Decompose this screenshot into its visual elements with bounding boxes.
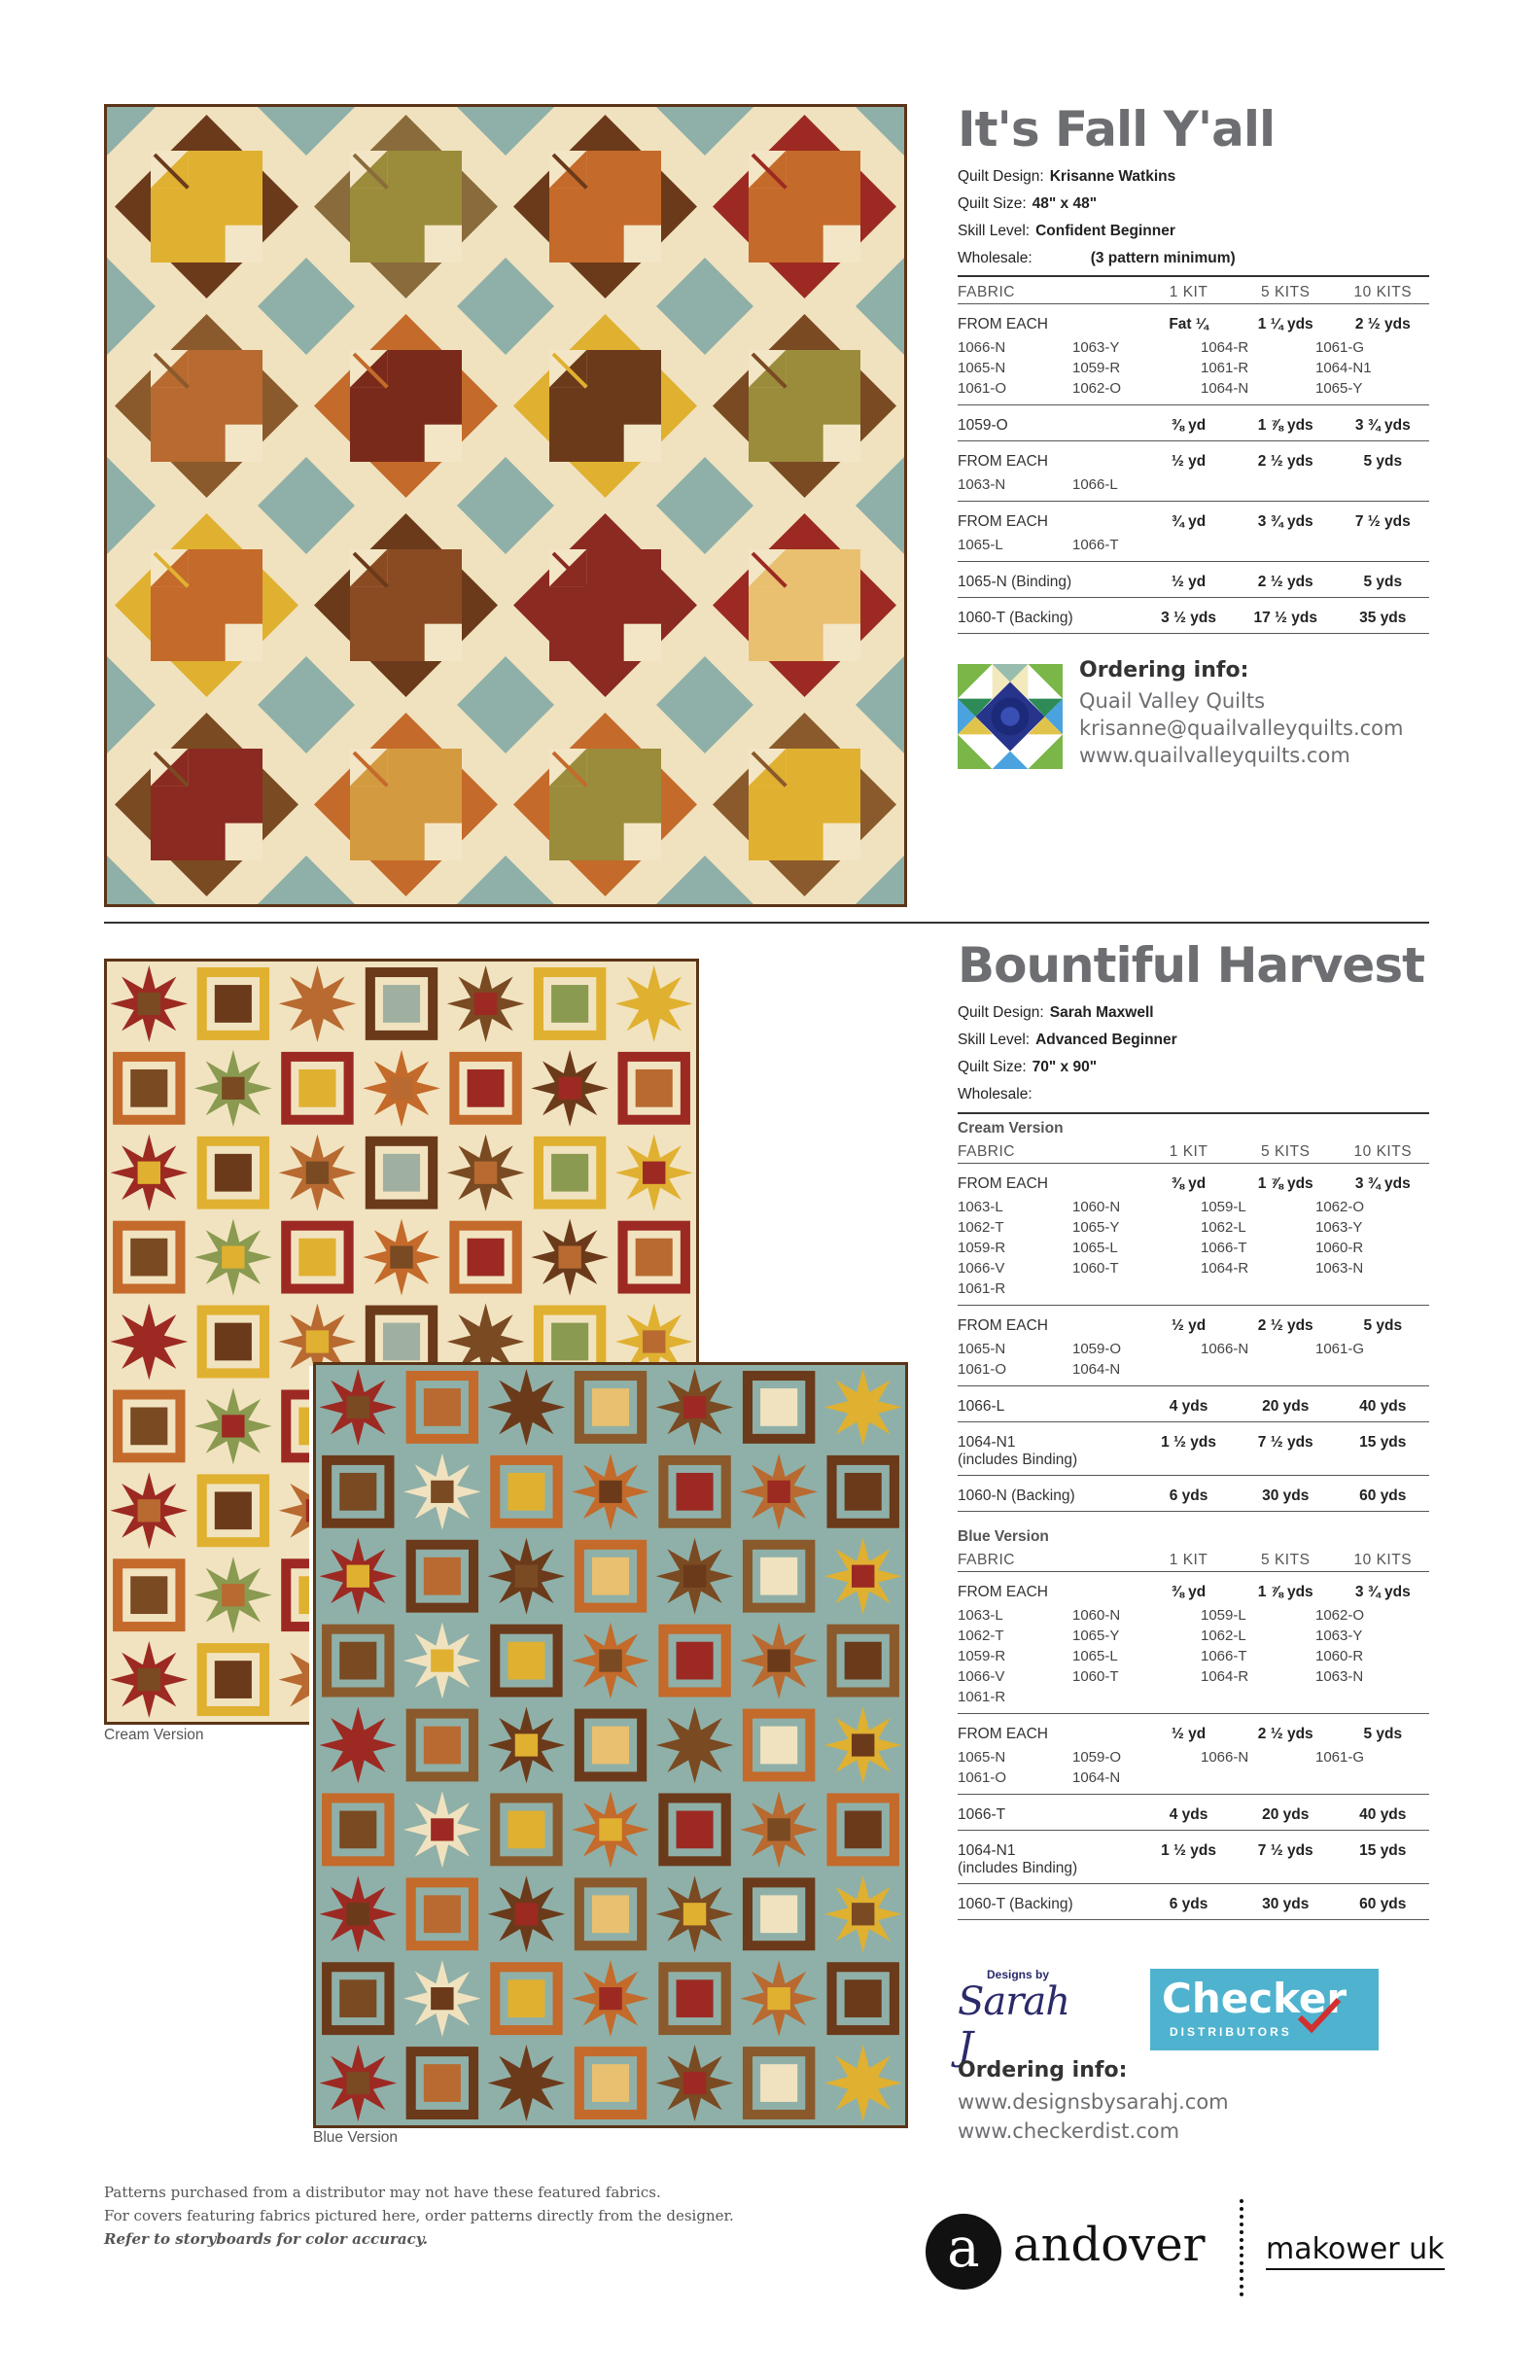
fabric-code: 1060-T bbox=[1072, 1260, 1119, 1277]
fabric-code: 1065-L bbox=[1072, 1240, 1118, 1256]
quilt1-title: It's Fall Y'all bbox=[958, 101, 1276, 158]
size-label: Quilt Size: bbox=[958, 1059, 1027, 1075]
fabric-code bbox=[1201, 1768, 1315, 1788]
fabric-code: 1062-O bbox=[1315, 1199, 1365, 1215]
fabric-code: 1063-L bbox=[958, 1607, 1003, 1624]
row-label: 1060-T (Backing) bbox=[958, 1884, 1142, 1920]
col-10kits: 10 KITS bbox=[1337, 1550, 1429, 1572]
kit1: ⅜ yd bbox=[1171, 1175, 1207, 1192]
quail-valley-logo bbox=[958, 664, 1063, 769]
cream-caption: Cream Version bbox=[104, 1727, 204, 1743]
kit10: 40 yds bbox=[1337, 1795, 1429, 1831]
row-label: 1060-N (Backing) bbox=[958, 1476, 1142, 1512]
checker-logo bbox=[1150, 1969, 1379, 2050]
group-label: FROM EACH bbox=[958, 1584, 1048, 1600]
quilt-size: 70" x 90" bbox=[1032, 1059, 1098, 1075]
group-label: FROM EACH bbox=[958, 1317, 1048, 1334]
quilt1-ordering-lines bbox=[1079, 687, 1403, 769]
designs-by-sarah-j-logo bbox=[958, 1966, 1084, 2069]
checkmark-icon bbox=[1296, 1996, 1343, 2035]
fabric-code: 1064-N bbox=[1072, 1361, 1121, 1378]
fabric-code: 1064-R bbox=[1201, 339, 1249, 356]
col-5kits: 5 KITS bbox=[1235, 1141, 1337, 1164]
fabric-code: 1066-V bbox=[958, 1260, 1005, 1277]
fabric-code: 1064-N bbox=[1072, 1769, 1121, 1786]
footer-note bbox=[104, 2181, 734, 2251]
fabric-code: 1063-N bbox=[1315, 1668, 1364, 1685]
fall-quilt-pattern bbox=[107, 107, 904, 904]
fabric-codes bbox=[958, 1339, 1429, 1380]
fabric-code: 1060-T bbox=[1072, 1668, 1119, 1685]
fabric-code: 1063-Y bbox=[1072, 339, 1120, 356]
quilt1-fabric-table bbox=[958, 282, 1429, 634]
fabric-code: 1059-L bbox=[1201, 1607, 1246, 1624]
kit5: 2 ½ yds bbox=[1257, 1726, 1313, 1742]
fabric-code: 1062-L bbox=[1201, 1628, 1246, 1644]
footer-line: Refer to storyboards for color accuracy. bbox=[104, 2230, 428, 2248]
quilt1-meta bbox=[958, 163, 1236, 272]
andover-mark: a bbox=[947, 2217, 980, 2280]
fabric-code: 1066-T bbox=[1201, 1240, 1247, 1256]
kit1: ½ yd bbox=[1171, 1726, 1207, 1742]
quilt2-ordering-title: Ordering info: bbox=[958, 2058, 1128, 2082]
ordering-website[interactable]: www.quailvalleyquilts.com bbox=[1079, 744, 1350, 767]
andover-wordmark: andover bbox=[1013, 2218, 1206, 2272]
fabric-code: 1066-T bbox=[1072, 537, 1119, 553]
checker-sub: DISTRIBUTORS bbox=[1170, 2025, 1292, 2039]
blue-version-label: Blue Version bbox=[958, 1528, 1049, 1545]
kit5: 20 yds bbox=[1235, 1386, 1337, 1422]
kit1: 4 yds bbox=[1142, 1386, 1235, 1422]
kit5: 7 ½ yds bbox=[1235, 1422, 1337, 1476]
kit1: ⅜ yd bbox=[1142, 405, 1235, 441]
fabric-code: 1061-O bbox=[958, 1769, 1007, 1786]
makower-logo: makower uk bbox=[1266, 2232, 1445, 2270]
col-fabric: FABRIC bbox=[958, 1141, 1142, 1164]
cream-fabric-table bbox=[958, 1141, 1429, 1512]
wholesale-label: Wholesale: bbox=[958, 1086, 1032, 1102]
kit1: 1 ½ yds bbox=[1142, 1422, 1235, 1476]
fabric-code: 1064-R bbox=[1201, 1668, 1249, 1685]
wholesale-label: Wholesale: bbox=[958, 250, 1032, 266]
row-label: 1060-T (Backing) bbox=[958, 598, 1142, 634]
col-5kits: 5 KITS bbox=[1235, 282, 1337, 304]
fabric-codes bbox=[958, 337, 1429, 399]
fabric-code: 1065-N bbox=[958, 360, 1006, 376]
fabric-code: 1061-R bbox=[958, 1280, 1006, 1297]
fabric-codes bbox=[958, 474, 1429, 495]
fabric-code: 1059-L bbox=[1201, 1199, 1246, 1215]
fabric-code: 1062-O bbox=[1315, 1607, 1365, 1624]
quilt1-ordering-title: Ordering info: bbox=[1079, 658, 1249, 682]
kit10: 15 yds bbox=[1337, 1422, 1429, 1476]
fabric-codes bbox=[958, 535, 1429, 555]
fall-quilt-image bbox=[104, 104, 907, 907]
fabric-code: 1065-Y bbox=[1315, 380, 1363, 397]
col-10kits: 10 KITS bbox=[1337, 282, 1429, 304]
kit1: 4 yds bbox=[1142, 1795, 1235, 1831]
group-label: FROM EACH bbox=[958, 453, 1048, 470]
kit1: ⅜ yd bbox=[1171, 1584, 1207, 1600]
fabric-code: 1059-R bbox=[958, 1240, 1006, 1256]
group-label: FROM EACH bbox=[958, 1726, 1048, 1742]
kit1: ½ yd bbox=[1171, 453, 1207, 470]
footer-line: For covers featuring fabrics pictured here, order patterns directly from the designer. bbox=[104, 2207, 734, 2224]
row-label bbox=[958, 1422, 1142, 1476]
fabric-code bbox=[1072, 1687, 1201, 1707]
fabric-code: 1065-Y bbox=[1072, 1219, 1120, 1236]
fabric-code: 1061-R bbox=[958, 1689, 1006, 1705]
kit10: 3 ¾ yds bbox=[1354, 1175, 1411, 1192]
design-label: Quilt Design: bbox=[958, 1004, 1044, 1021]
fabric-code: 1060-R bbox=[1315, 1648, 1364, 1664]
kit5: 17 ½ yds bbox=[1235, 598, 1337, 634]
fabric-code bbox=[1315, 1768, 1422, 1788]
fabric-code: 1065-L bbox=[958, 537, 1003, 553]
fabric-code: 1065-N bbox=[958, 1341, 1006, 1357]
fabric-code: 1061-O bbox=[958, 380, 1007, 397]
kit5: 1 ⅞ yds bbox=[1257, 1175, 1313, 1192]
section-divider bbox=[104, 922, 1429, 924]
fabric-code: 1063-L bbox=[958, 1199, 1003, 1215]
kit5: 20 yds bbox=[1235, 1795, 1337, 1831]
kit5: 1 ⅞ yds bbox=[1257, 1584, 1313, 1600]
kit5: 30 yds bbox=[1235, 1884, 1337, 1920]
row-label-note: (includes Binding) bbox=[958, 1860, 1078, 1876]
fabric-code bbox=[1315, 1687, 1422, 1707]
row-label-line: 1064-N1 bbox=[958, 1434, 1016, 1451]
fabric-code bbox=[1072, 1278, 1201, 1299]
col-10kits: 10 KITS bbox=[1337, 1141, 1429, 1164]
fabric-code bbox=[1201, 1359, 1315, 1380]
kit10: 7 ½ yds bbox=[1354, 513, 1411, 530]
quilt-size: 48" x 48" bbox=[1032, 195, 1098, 212]
kit10: 2 ½ yds bbox=[1354, 316, 1411, 332]
fabric-code: 1063-Y bbox=[1315, 1219, 1363, 1236]
designer-name: Krisanne Watkins bbox=[1049, 168, 1176, 185]
kit10: 5 yds bbox=[1337, 562, 1429, 598]
kit5: 2 ½ yds bbox=[1257, 1317, 1313, 1334]
kit1: ½ yd bbox=[1142, 562, 1235, 598]
fabric-code: 1064-N1 bbox=[1315, 360, 1372, 376]
fabric-code: 1065-N bbox=[958, 1749, 1006, 1766]
quilt2-ordering-lines bbox=[958, 2087, 1229, 2146]
blue-fabric-table bbox=[958, 1550, 1429, 1920]
col-fabric: FABRIC bbox=[958, 1550, 1142, 1572]
footer-line: Patterns purchased from a distributor may not have these featured fabrics. bbox=[104, 2184, 661, 2201]
cream-version-label: Cream Version bbox=[958, 1120, 1064, 1137]
fabric-code: 1066-N bbox=[958, 339, 1006, 356]
row-label: 1065-N (Binding) bbox=[958, 562, 1142, 598]
fabric-codes bbox=[958, 1747, 1429, 1788]
fabric-code: 1061-G bbox=[1315, 339, 1365, 356]
col-1kit: 1 KIT bbox=[1142, 282, 1235, 304]
divider bbox=[958, 275, 1429, 277]
kit5: 1 ⅞ yds bbox=[1235, 405, 1337, 441]
fabric-code: 1063-Y bbox=[1315, 1628, 1363, 1644]
fabric-code: 1059-R bbox=[1072, 360, 1121, 376]
ordering-website[interactable]: www.checkerdist.com bbox=[958, 2119, 1180, 2143]
kit10: 5 yds bbox=[1363, 1726, 1403, 1742]
fabric-code: 1062-T bbox=[958, 1219, 1004, 1236]
row-label-line: 1064-N1 bbox=[958, 1842, 1016, 1859]
kit10: 60 yds bbox=[1337, 1884, 1429, 1920]
kit1: 1 ½ yds bbox=[1142, 1831, 1235, 1884]
kit10: 3 ¾ yds bbox=[1354, 1584, 1411, 1600]
kit10: 15 yds bbox=[1337, 1831, 1429, 1884]
group-label: FROM EACH bbox=[958, 1175, 1048, 1192]
designer-name: Sarah Maxwell bbox=[1049, 1004, 1154, 1021]
fabric-code: 1059-O bbox=[1072, 1749, 1122, 1766]
row-label bbox=[958, 1831, 1142, 1884]
andover-mark-icon bbox=[926, 2214, 1001, 2290]
fabric-code: 1062-L bbox=[1201, 1219, 1246, 1236]
kit5: 2 ½ yds bbox=[1235, 562, 1337, 598]
col-1kit: 1 KIT bbox=[1142, 1141, 1235, 1164]
kit5: 3 ¾ yds bbox=[1257, 513, 1313, 530]
blue-quilt-pattern bbox=[316, 1365, 905, 2125]
col-1kit: 1 KIT bbox=[1142, 1550, 1235, 1572]
divider bbox=[958, 1112, 1429, 1114]
kit1: ½ yd bbox=[1171, 1317, 1207, 1334]
row-label: 1066-L bbox=[958, 1386, 1142, 1422]
fabric-code: 1062-T bbox=[958, 1628, 1004, 1644]
kit1: 3 ½ yds bbox=[1142, 598, 1235, 634]
fabric-code: 1065-L bbox=[1072, 1648, 1118, 1664]
fabric-code: 1061-R bbox=[1201, 360, 1249, 376]
skill-label: Skill Level: bbox=[958, 1032, 1031, 1048]
logo-separator-dots bbox=[1240, 2199, 1249, 2296]
fabric-code bbox=[1315, 1278, 1422, 1299]
blue-table-wrap bbox=[958, 1526, 1429, 1920]
andover-logo bbox=[926, 2214, 1217, 2292]
design-label: Quilt Design: bbox=[958, 168, 1044, 185]
kit10: 5 yds bbox=[1363, 1317, 1403, 1334]
fabric-code bbox=[1315, 1359, 1422, 1380]
row-label: 1066-T bbox=[958, 1795, 1142, 1831]
blue-quilt-image bbox=[313, 1362, 908, 2128]
fabric-code: 1061-G bbox=[1315, 1749, 1365, 1766]
col-fabric: FABRIC bbox=[958, 282, 1142, 304]
fabric-code bbox=[1201, 1687, 1315, 1707]
skill-level: Confident Beginner bbox=[1035, 223, 1175, 239]
fabric-code: 1066-T bbox=[1201, 1648, 1247, 1664]
kit5: 7 ½ yds bbox=[1235, 1831, 1337, 1884]
kit5: 2 ½ yds bbox=[1257, 453, 1313, 470]
kit5: 30 yds bbox=[1235, 1476, 1337, 1512]
checker-text: Checker bbox=[1162, 1975, 1348, 2022]
kit10: 5 yds bbox=[1363, 453, 1403, 470]
cream-table-wrap bbox=[958, 1118, 1429, 1512]
skill-level: Advanced Beginner bbox=[1035, 1032, 1177, 1048]
fabric-code: 1061-G bbox=[1315, 1341, 1365, 1357]
fabric-code: 1066-N bbox=[1201, 1341, 1249, 1357]
group-label: FROM EACH bbox=[958, 316, 1048, 332]
fabric-code: 1060-R bbox=[1315, 1240, 1364, 1256]
fabric-code: 1059-O bbox=[1072, 1341, 1122, 1357]
fabric-code: 1064-R bbox=[1201, 1260, 1249, 1277]
fabric-code: 1060-N bbox=[1072, 1607, 1121, 1624]
fabric-code bbox=[1201, 1278, 1315, 1299]
sarah-j-text: Sarah J bbox=[958, 1979, 1069, 2069]
fabric-code: 1059-R bbox=[958, 1648, 1006, 1664]
ordering-email[interactable]: krisanne@quailvalleyquilts.com bbox=[1079, 717, 1404, 740]
fabric-code: 1065-Y bbox=[1072, 1628, 1120, 1644]
fabric-code: 1062-O bbox=[1072, 380, 1122, 397]
kit1: 6 yds bbox=[1142, 1476, 1235, 1512]
col-5kits: 5 KITS bbox=[1235, 1550, 1337, 1572]
kit10: 60 yds bbox=[1337, 1476, 1429, 1512]
fabric-code: 1063-N bbox=[958, 476, 1006, 493]
fabric-code: 1061-O bbox=[958, 1361, 1007, 1378]
kit1: Fat ¼ bbox=[1169, 316, 1208, 332]
kit10: 3 ¾ yds bbox=[1337, 405, 1429, 441]
size-label: Quilt Size: bbox=[958, 195, 1027, 212]
ordering-website[interactable]: www.designsbysarahj.com bbox=[958, 2090, 1229, 2114]
kit1: 6 yds bbox=[1142, 1884, 1235, 1920]
ordering-company: Quail Valley Quilts bbox=[1079, 689, 1266, 713]
fabric-code: 1066-V bbox=[958, 1668, 1005, 1685]
kit5: 1 ¼ yds bbox=[1257, 316, 1313, 332]
fabric-code: 1064-N bbox=[1201, 380, 1249, 397]
kit10: 35 yds bbox=[1337, 598, 1429, 634]
kit1: ¾ yd bbox=[1171, 513, 1207, 530]
blue-caption: Blue Version bbox=[313, 2129, 399, 2146]
kit10: 40 yds bbox=[1337, 1386, 1429, 1422]
quilt2-title: Bountiful Harvest bbox=[958, 937, 1424, 994]
fabric-code: 1066-L bbox=[1072, 476, 1118, 493]
fabric-codes bbox=[958, 1605, 1429, 1707]
group-label: FROM EACH bbox=[958, 513, 1048, 530]
skill-label: Skill Level: bbox=[958, 223, 1031, 239]
row-label-note: (includes Binding) bbox=[958, 1452, 1078, 1468]
fabric-code: 1066-N bbox=[1201, 1749, 1249, 1766]
fabric-code: 1063-N bbox=[1315, 1260, 1364, 1277]
designs-by-text: Designs by bbox=[987, 1968, 1050, 1981]
fabric-codes bbox=[958, 1197, 1429, 1299]
row-label: 1059-O bbox=[958, 405, 1142, 441]
fabric-code: 1060-N bbox=[1072, 1199, 1121, 1215]
quilt2-meta bbox=[958, 999, 1177, 1108]
wholesale-note: (3 pattern minimum) bbox=[1090, 250, 1236, 266]
